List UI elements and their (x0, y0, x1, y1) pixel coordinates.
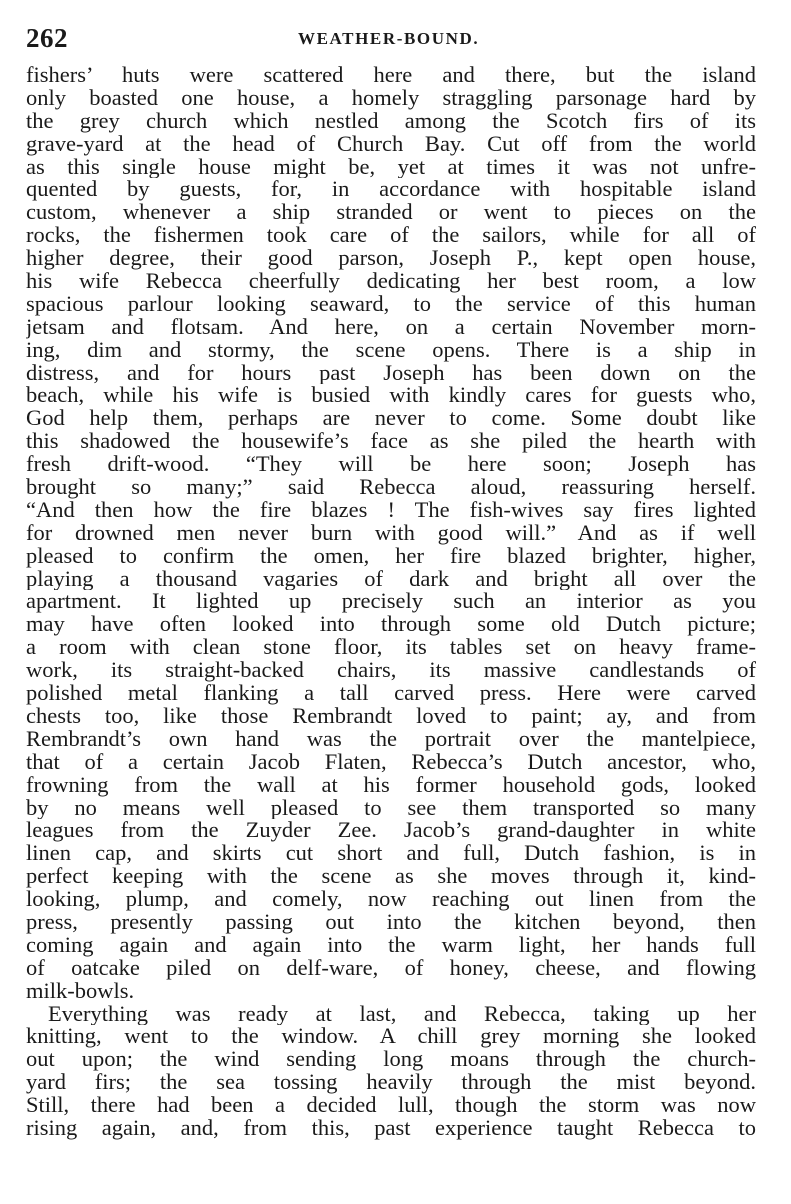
text-line: by no means well pleased to see them transported so many (26, 796, 756, 820)
text-line: Rembrandt’s own hand was the portrait over the mantelpiece, (26, 727, 756, 751)
text-line: ing, dim and stormy, the scene opens. There is a ship in (26, 338, 756, 362)
text-line: out upon; the wind sending long moans through the church- (26, 1048, 756, 1072)
page-number: 262 (26, 23, 68, 53)
running-title: WEATHER-BOUND. (298, 29, 480, 48)
text-line: work, its straight-backed chairs, its massive candlestands of (26, 659, 756, 683)
paragraph-2 (26, 1003, 756, 1140)
text-line: this shadowed the housewife’s face as she piled the hearth with (26, 430, 756, 454)
text-line: may have often looked into through some old Dutch picture; (26, 613, 756, 637)
text-line: playing a thousand vagaries of dark and bright all over the (26, 567, 756, 591)
text-line: yard firs; the sea tossing heavily through the mist beyond. (26, 1071, 756, 1095)
text-line: rocks, the fishermen took care of the sailors, while for all of (26, 224, 756, 248)
text-line: spacious parlour looking seaward, to the service of this human (26, 292, 756, 316)
running-head (26, 22, 761, 54)
text-line: press, presently passing out into the kitchen beyond, then (26, 910, 756, 934)
text-line: custom, whenever a ship stranded or went to pieces on the (26, 201, 756, 225)
text-line: milk-bowls. (26, 979, 135, 1003)
text-line: frowning from the wall at his former household gods, looked (26, 773, 756, 797)
text-line: Still, there had been a decided lull, though the storm was now (26, 1094, 756, 1117)
text-line: fishers’ huts were scattered here and there, but the island (26, 64, 756, 87)
text-line: knitting, went to the window. A chill grey morning she looked (26, 1025, 756, 1049)
text-line: only boasted one house, a homely straggling parsonage hard by (26, 86, 756, 110)
text-line: brought so many;” said Rebecca aloud, reassuring herself. (26, 476, 756, 499)
body-text (26, 64, 756, 1140)
text-line: that of a certain Jacob Flaten, Rebecca’s Dutch ancestor, who, (26, 750, 756, 774)
text-line: of oatcake piled on delf-ware, of honey, cheese, and flowing (26, 956, 756, 980)
text-line: quented by guests, for, in accordance with hospitable island (26, 178, 756, 202)
text-line: “And then how the fire blazes ! The fish-wives say fires lighted (26, 498, 756, 522)
text-line: beach, while his wife is busied with kindly cares for guests who, (26, 384, 756, 408)
text-line: polished metal flanking a tall carved press. Here were carved (26, 682, 756, 705)
text-line: fresh drift-wood. “They will be here soon; Joseph has (26, 453, 756, 477)
text-line: leagues from the Zuyder Zee. Jacob’s grand-daughter in white (26, 819, 756, 843)
text-line: jetsam and flotsam. And here, on a certain November morn- (26, 315, 756, 339)
text-line: pleased to confirm the omen, her fire blazed brighter, higher, (26, 544, 756, 568)
text-line: apartment. It lighted up precisely such an interior as you (26, 590, 756, 614)
text-line: as this single house might be, yet at times it was not unfre- (26, 155, 756, 179)
text-line: higher degree, their good parson, Joseph P., kept open house, (26, 247, 756, 271)
text-line: chests too, like those Rembrandt loved to paint; ay, and from (26, 704, 756, 728)
text-line: a room with clean stone floor, its tables set on heavy frame- (26, 636, 756, 660)
text-line: perfect keeping with the scene as she moves through it, kind- (26, 865, 756, 889)
text-line: linen cap, and skirts cut short and full, Dutch fashion, is in (26, 842, 756, 866)
text-line: Everything was ready at last, and Rebecca, taking up her (48, 1002, 756, 1026)
text-line: God help them, perhaps are never to come. Some doubt like (26, 407, 756, 431)
text-line: coming again and again into the warm light, her hands full (26, 933, 756, 957)
text-line: looking, plump, and comely, now reaching out linen from the (26, 888, 756, 911)
text-line: grave-yard at the head of Church Bay. Cut off from the world (26, 132, 756, 156)
text-line: rising again, and, from this, past experience taught Rebecca to (26, 1116, 756, 1140)
text-line: distress, and for hours past Joseph has been down on the (26, 361, 756, 385)
paragraph-1 (26, 64, 756, 1003)
text-line: his wife Rebecca cheerfully dedicating her best room, a low (26, 270, 756, 293)
text-line: for drowned men never burn with good will.” And as if well (26, 521, 756, 545)
text-line: the grey church which nestled among the Scotch firs of its (26, 109, 756, 133)
